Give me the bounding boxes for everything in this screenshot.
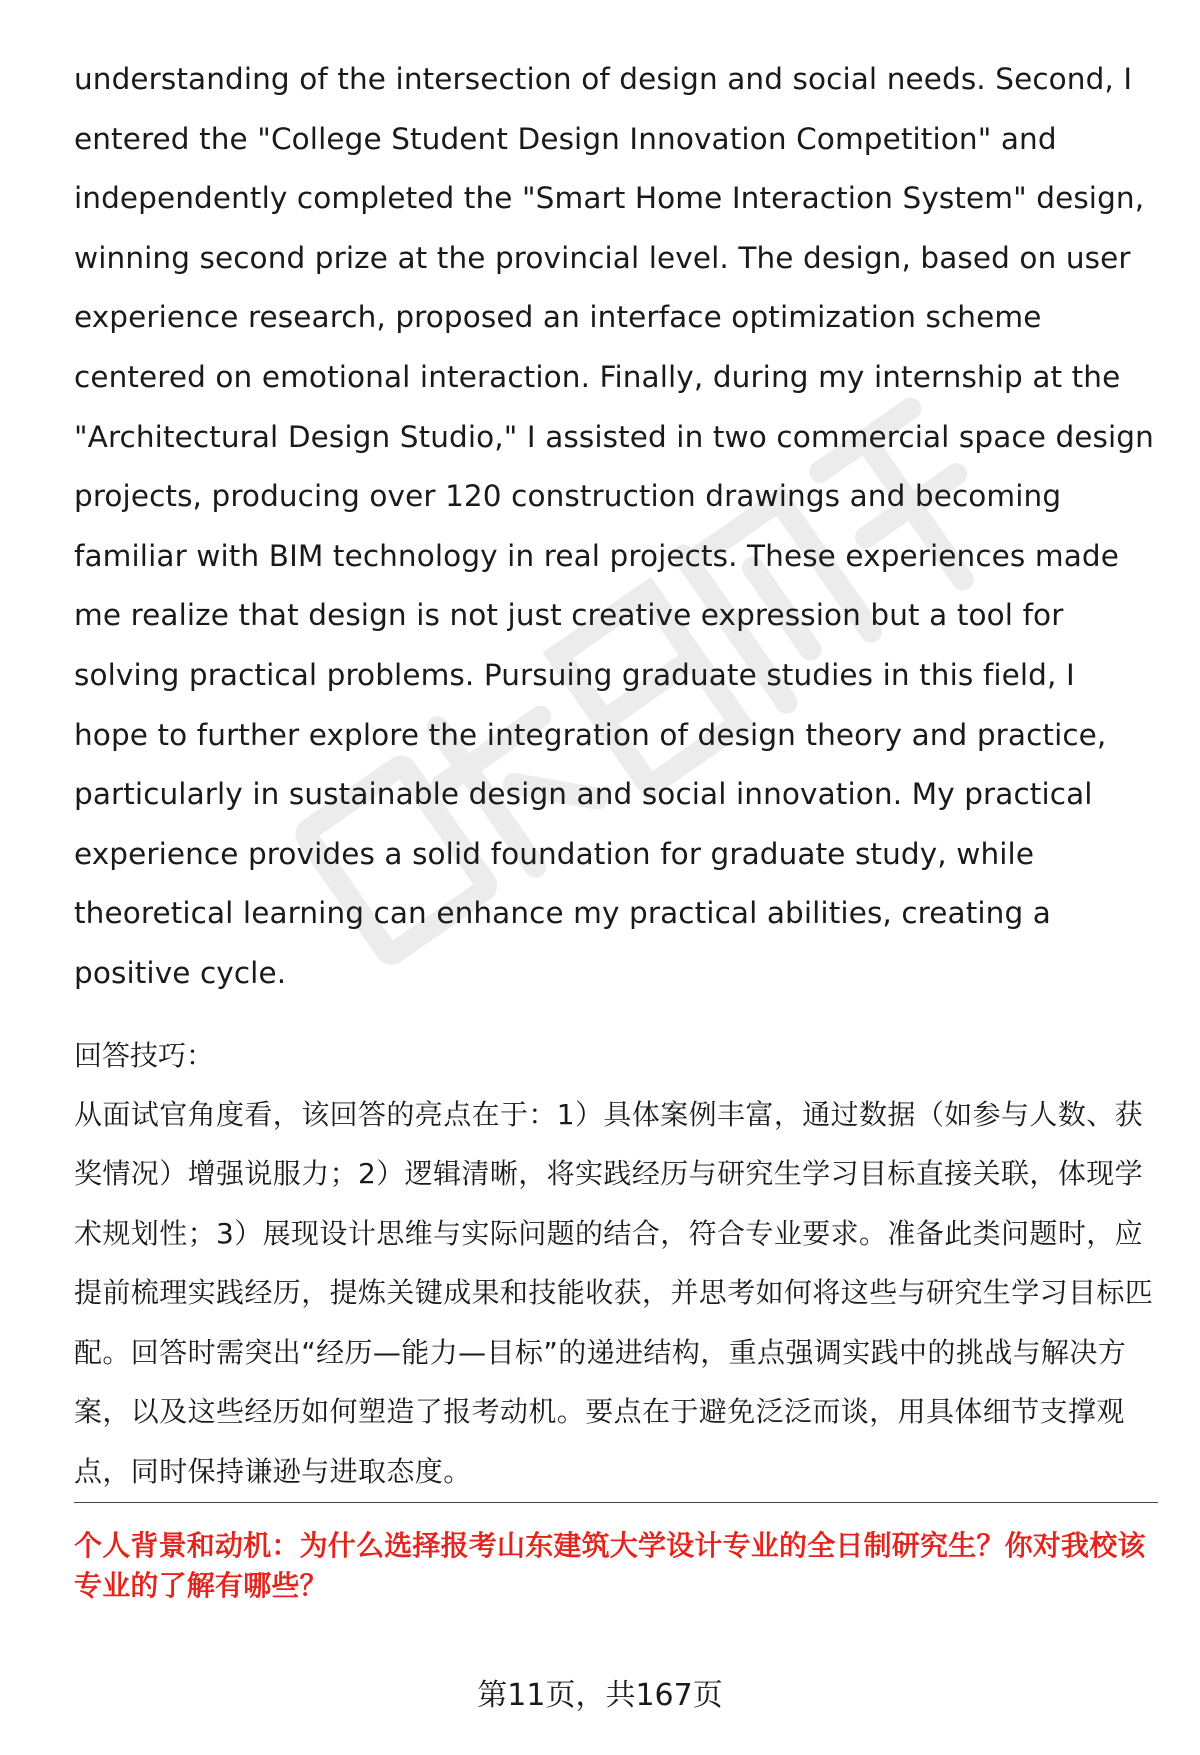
section-divider	[74, 1502, 1158, 1503]
answer-paragraph: understanding of the intersection of design and social needs. Second, I entered the "College Student Design Innovation Competition" and independently completed the "Smart Home Interaction System" design, winning second prize at the provincial level. The design, based on user experience research, proposed an interface optimization scheme centered on emotional interaction. Finally, during my internship at the "Architectural Design Studio," I assisted in two commercial space design projects, producing over 120 construction drawings and becoming familiar with BIM technology in real projects. These experiences made me realize that design is not just creative expression but a tool for solving practical problems. Pursuing graduate studies in this field, I hope to further explore the integration of design theory and practice, particularly in sustainable design and social innovation. My practical experience provides a solid foundation for graduate study, while theoretical learning can enhance my practical abilities, creating a positive cycle.	[74, 62, 1154, 990]
next-question-heading: 个人背景和动机：为什么选择报考山东建筑大学设计专业的全日制研究生？你对我校该专业的了解有哪些？	[74, 1529, 1146, 1602]
document-content	[74, 50, 1154, 1502]
tips-body: 从面试官角度看，该回答的亮点在于：1）具体案例丰富，通过数据（如参与人数、获奖情况）增强说服力；2）逻辑清晰，将实践经历与研究生学习目标直接关联，体现学术规划性；3）展现设计思维与实际问题的结合，符合专业要求。准备此类问题时，应提前梳理实践经历，提炼关键成果和技能收获，并思考如何将这些与研究生学习目标匹配。回答时需突出“经历—能力—目标”的递进结构，重点强调实践中的挑战与解决方案，以及这些经历如何塑造了报考动机。要点在于避免泛泛而谈，用具体细节支撑观点，同时保持谦逊与进取态度。	[74, 1097, 1154, 1489]
page-footer: 第11页，共167页	[477, 1678, 723, 1713]
tips-label: 回答技巧：	[74, 1038, 215, 1072]
